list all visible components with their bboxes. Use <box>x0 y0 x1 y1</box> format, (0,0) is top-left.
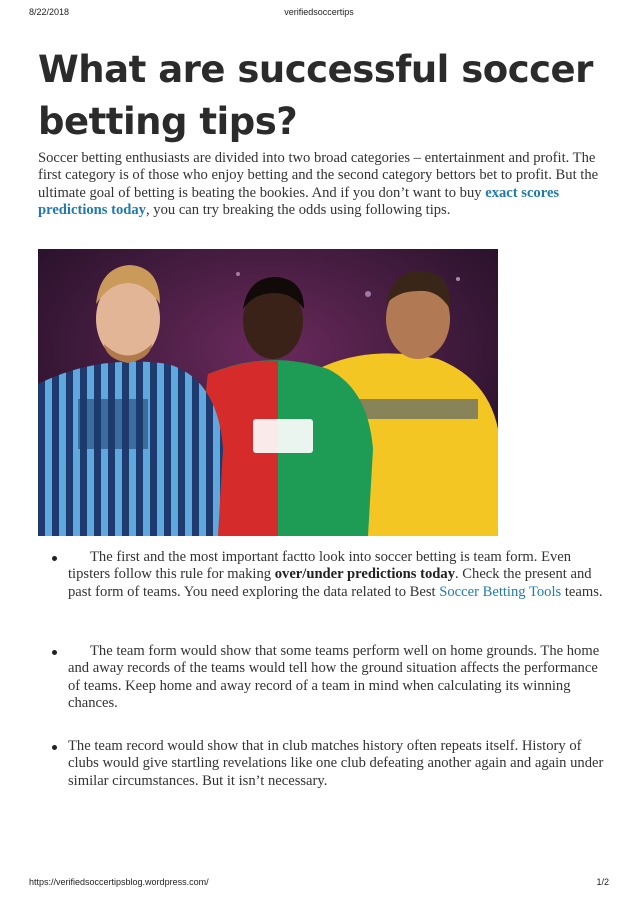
list-item: The first and the most important factto look into soccer betting is team form. Even tipsters follow this rule for making over/under predictions today. Check the present and past form of teams. You need exploring the data related to Best Soccer Betting Tools teams. <box>38 549 606 601</box>
bullet-icon <box>52 556 57 561</box>
list-item: The team record would show that in club matches history often repeats itself. History of clubs would give startling revelations like one club defeating another again and again under similar circumstances. But it isn’t necessary. <box>38 738 606 790</box>
bullet-icon <box>52 650 57 655</box>
footer-url: https://verifiedsoccertipsblog.wordpress.com/ <box>29 877 209 887</box>
exact-scores-link[interactable]: exact scores predictions today <box>38 184 560 219</box>
article-title: What are successful soccer betting tips? <box>38 48 593 143</box>
page-header <box>0 7 638 21</box>
intro-text-after: , you can try breaking the odds using following tips. <box>145 202 451 219</box>
intro-paragraph <box>38 150 602 220</box>
soccer-players-photo <box>38 249 498 536</box>
bullet-list-1 <box>38 549 606 601</box>
list-item: The team form would show that some teams perform well on home grounds. The home and away records of the teams would tell how the ground situation affects the performance of teams. Keep home and away record of a team in mind when calculating its winning chances. <box>38 643 606 713</box>
intro-text-before: Soccer betting enthusiasts are divided into two broad categories – entertainment and profit. The first category is of those who enjoy betting and the second category bettors bet to profit. But the ultimate goal of betting is beating the bookies. And if you don’t want to buy <box>38 150 599 201</box>
bullet-list-3 <box>38 738 606 790</box>
over-under-bold: over/under predictions today <box>274 566 455 583</box>
page-number: 1/2 <box>596 877 609 887</box>
bullet-list-2 <box>38 643 606 713</box>
page-footer <box>0 877 638 891</box>
print-date: 8/22/2018 <box>29 7 70 17</box>
bullet-icon <box>52 745 57 750</box>
soccer-betting-tools-link[interactable]: Soccer Betting Tools <box>439 583 562 600</box>
site-name: verifiedsoccertips <box>284 7 354 17</box>
